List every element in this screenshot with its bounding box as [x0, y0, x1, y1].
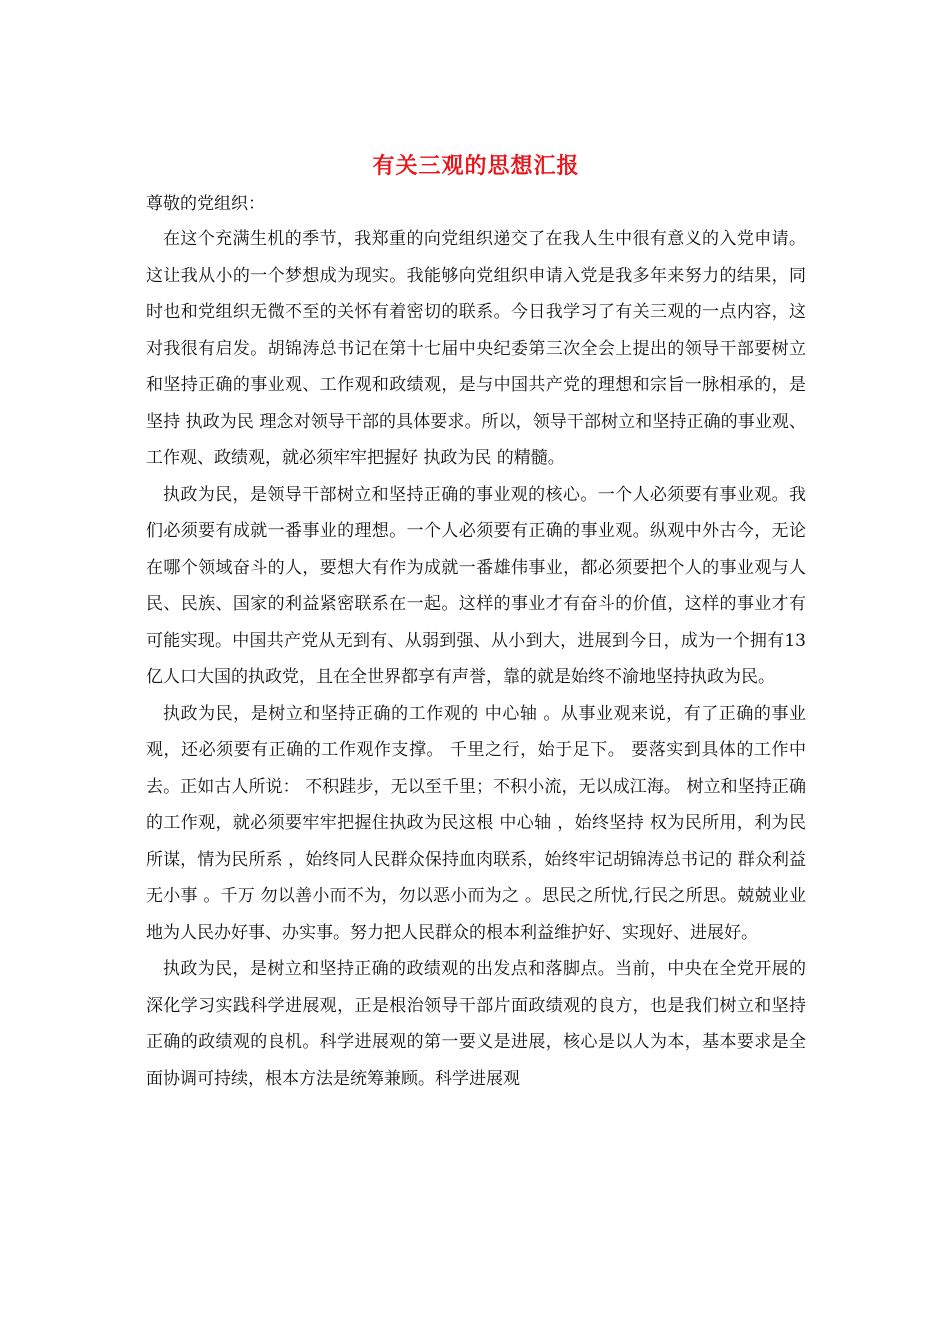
paragraph-3: 执政为民，是树立和坚持正确的工作观的 中心轴 。从事业观来说，有了正确的事业观，还必须要有正确的工作观作支撑。 千里之行，始于足下。 要落实到具体的工作中去。正如古人所说： 不积跬步，无以至千里；不积小流，无以成江海。 树立和坚持正确的工作观，就必须要牢牢把握住执政为民这根 中心轴 ，始终坚持 权为民所用，利为民所谋，情为民所系 ，始终同人民群众保持血肉联系，始终牢记胡锦涛总书记的 群众利益无小事 。千万 勿以善小而不为，勿以恶小而为之 。思民之所忧,行民之所思。兢兢业业地为人民办好事、办实事。努力把人民群众的根本利益维护好、实现好、进展好。: [146, 703, 806, 943]
paragraph-4: 执政为民，是树立和坚持正确的政绩观的出发点和落脚点。当前，中央在全党开展的深化学习实践科学进展观，正是根治领导干部片面政绩观的良方，也是我们树立和坚持正确的政绩观的良机。科学进展观的第一要义是进展，核心是以人为本，基本要求是全面协调可持续，根本方法是统筹兼顾。科学进展观: [146, 959, 806, 1089]
salutation: 尊敬的党组织：: [146, 194, 265, 214]
document-page: [146, 150, 806, 1097]
document-title: 有关三观的思想汇报: [372, 153, 580, 179]
paragraph-2: 执政为民，是领导干部树立和坚持正确的事业观的核心。一个人必须要有事业观。我们必须要有成就一番事业的理想。一个人必须要有正确的事业观。纵观中外古今，无论在哪个领域奋斗的人，要想大有作为成就一番雄伟事业，都必须要把个人的事业观与人民、民族、国家的利益紧密联系在一起。这样的事业才有奋斗的价值，这样的事业才有可能实现。中国共产党从无到有、从弱到强、从小到大，进展到今日，成为一个拥有13亿人口大国的执政党，且在全世界都享有声誉，靠的就是始终不渝地坚持执政为民。: [146, 484, 806, 687]
paragraph-1: 在这个充满生机的季节，我郑重的向党组织递交了在我人生中很有意义的入党申请。这让我从小的一个梦想成为现实。我能够向党组织申请入党是我多年来努力的结果，同时也和党组织无微不至的关怀有着密切的联系。今日我学习了有关三观的一点内容，这对我很有启发。胡锦涛总书记在第十七届中央纪委第三次全会上提出的领导干部要树立和坚持正确的事业观、工作观和政绩观，是与中国共产党的理想和宗旨一脉相承的，是坚持 执政为民 理念对领导干部的具体要求。所以，领导干部树立和坚持正确的事业观、工作观、政绩观，就必须牢牢把握好 执政为民 的精髓。: [146, 229, 806, 468]
